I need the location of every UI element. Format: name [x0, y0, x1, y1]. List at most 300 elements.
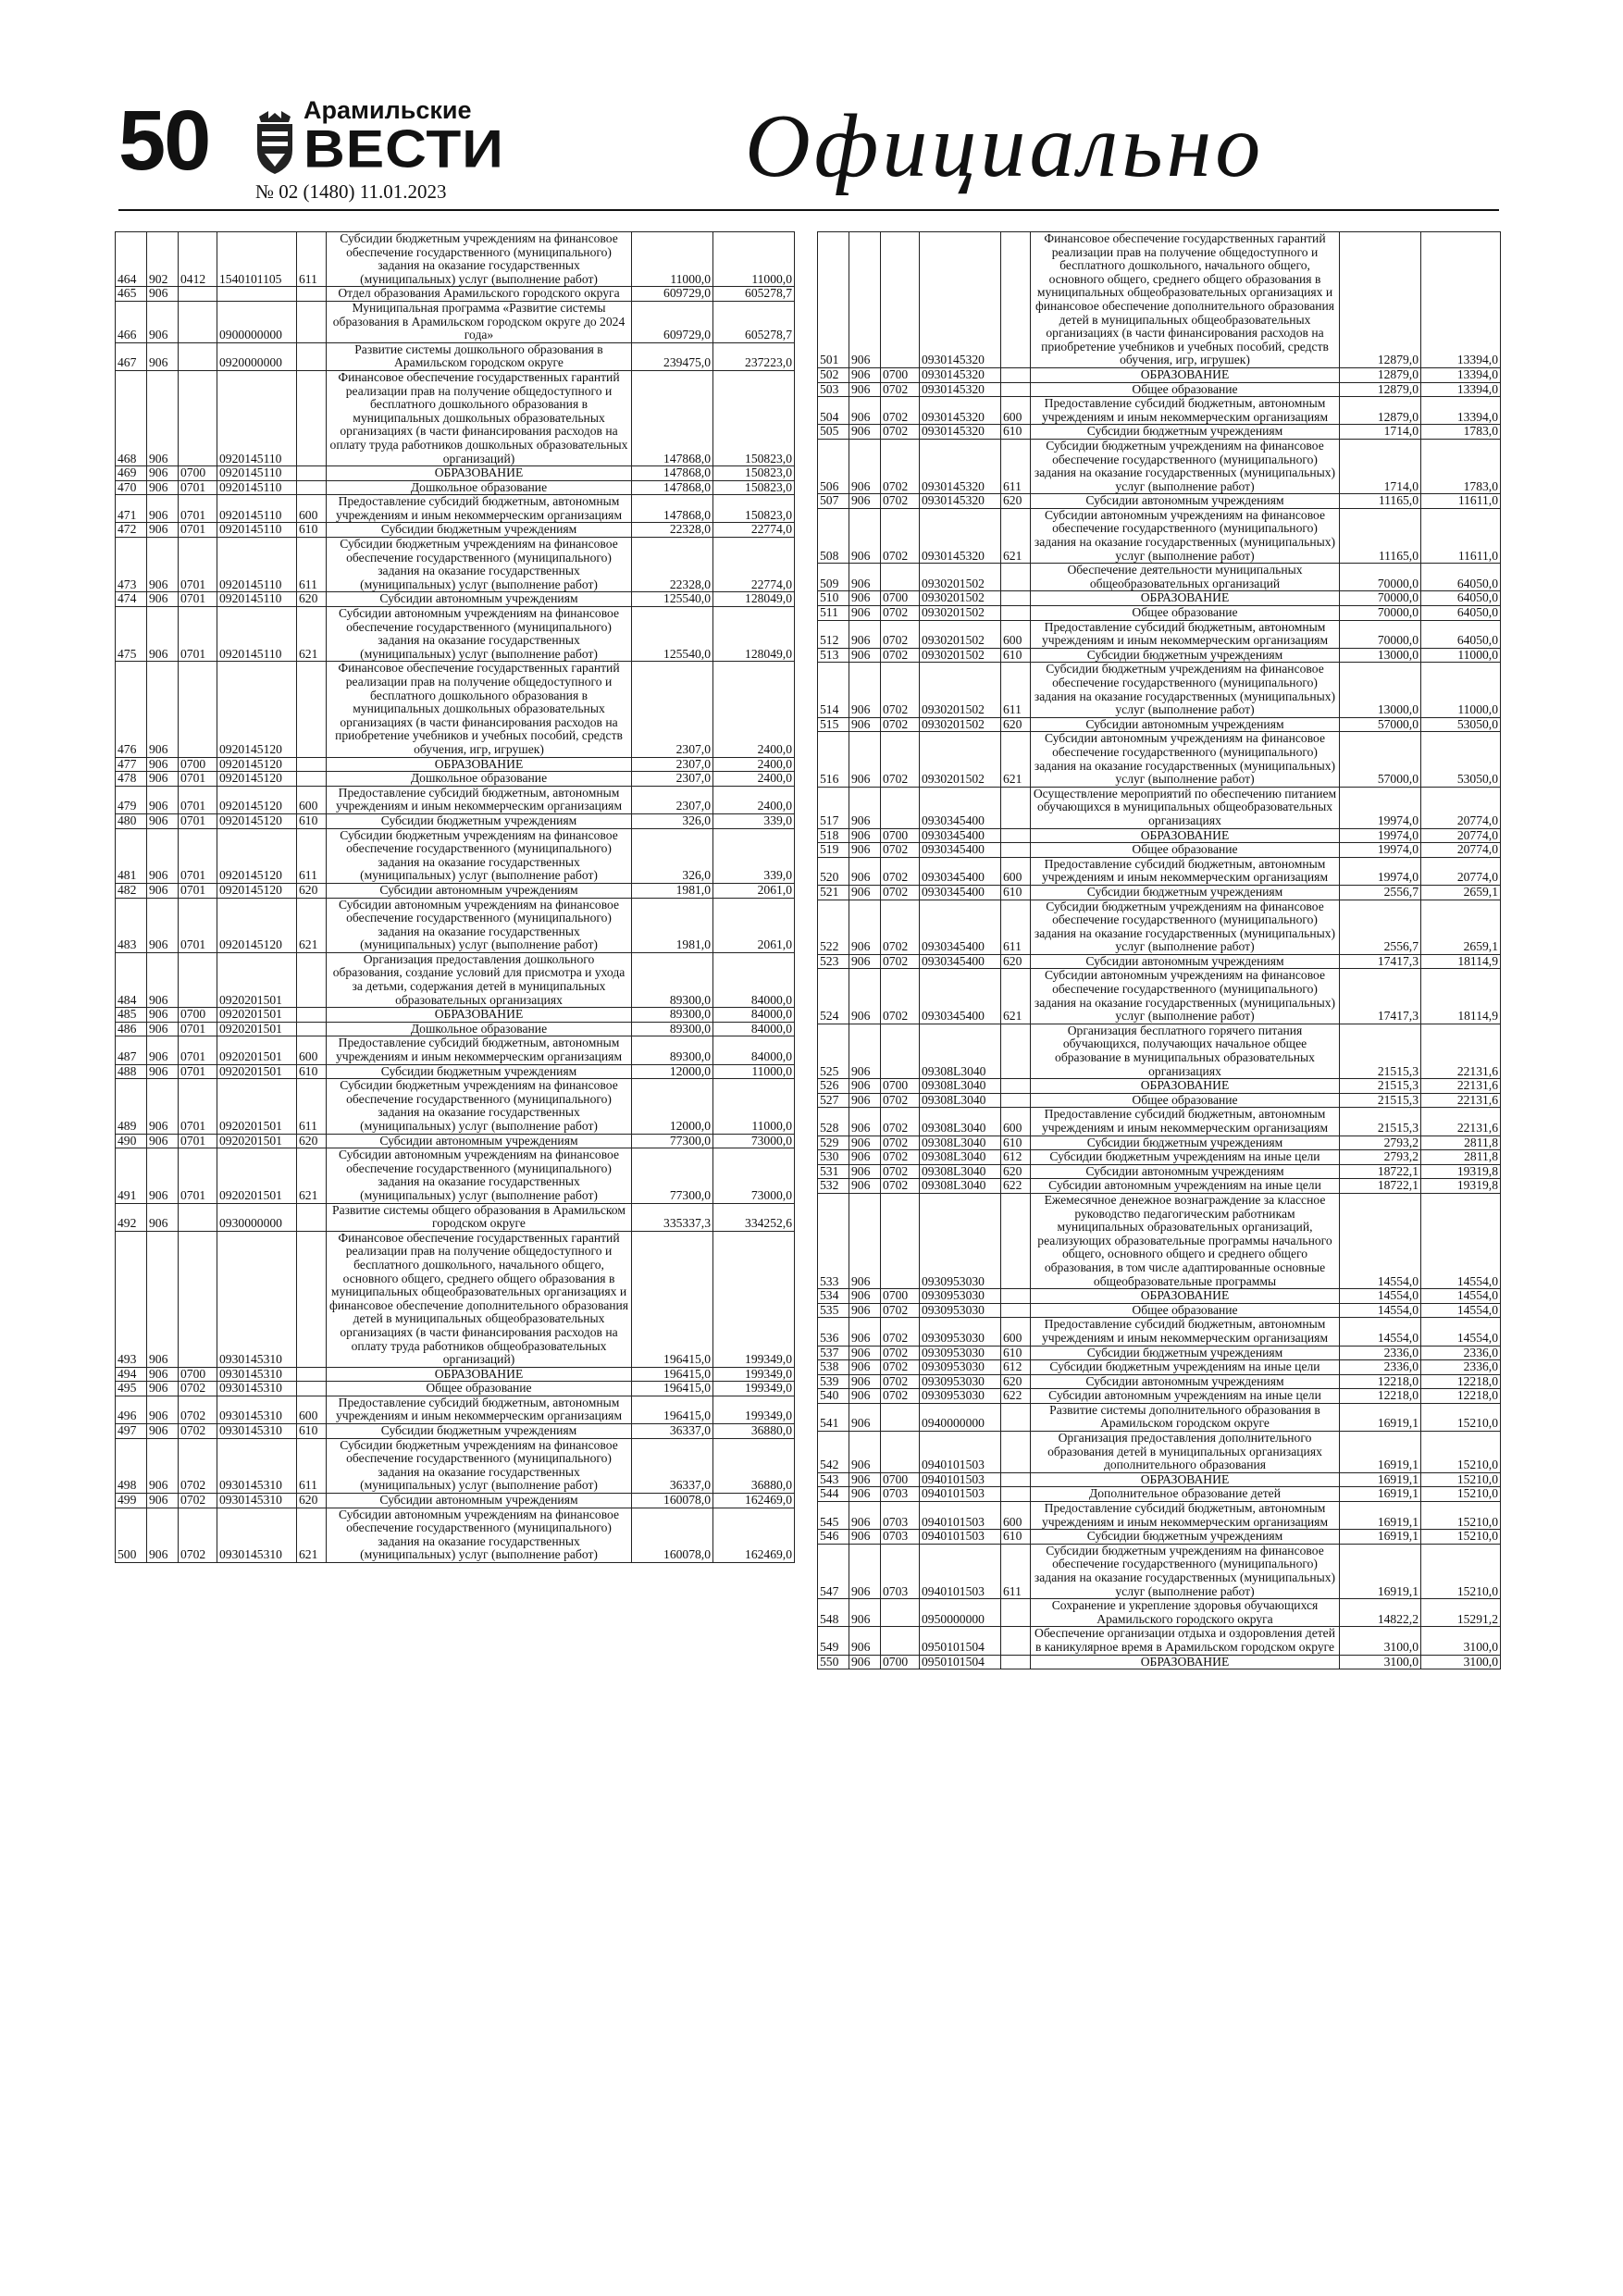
- row-number: 518: [818, 828, 849, 843]
- row-number: 538: [818, 1360, 849, 1375]
- target-article: 0940101503: [920, 1530, 1001, 1545]
- expense-type: 611: [1001, 1544, 1031, 1598]
- amount-2024: 18114,9: [1421, 969, 1501, 1024]
- section-code: 0702: [881, 1164, 920, 1179]
- ministry-code: 906: [147, 1203, 179, 1231]
- section-code: 0701: [179, 592, 217, 607]
- amount-2024: 2811,8: [1421, 1136, 1501, 1150]
- table-row: [818, 1093, 1501, 1108]
- row-number: 482: [116, 883, 147, 898]
- row-number: 546: [818, 1530, 849, 1545]
- ministry-code: 906: [849, 1164, 881, 1179]
- item-name: Предоставление субсидий бюджетным, автономным учреждениям и иным некоммерческим организациям: [1031, 857, 1340, 885]
- row-number: 507: [818, 494, 849, 509]
- expense-type: [1001, 1024, 1031, 1078]
- item-name: Финансовое обеспечение государственных гарантий реализации прав на получение общедоступного и бесплатного дошкольного, начального общего, основного общего, среднего общего образования в муниципальных общеобразовательных организациях и финансовое обеспечение дополнительного образования детей в муниципальных общеобразовательных организациях (в части финансирования расходов на приобретение учебников и учебных пособий, средств обучения, игр, игрушек): [1031, 232, 1340, 368]
- table-row: [116, 1036, 795, 1064]
- row-number: 501: [818, 232, 849, 368]
- amount-2024: 12218,0: [1421, 1374, 1501, 1389]
- section-code: 0702: [881, 397, 920, 425]
- ministry-code: 906: [147, 1022, 179, 1036]
- table-row: [818, 732, 1501, 787]
- expense-type: [297, 466, 327, 481]
- table-row: [818, 1432, 1501, 1473]
- ministry-code: 906: [849, 1487, 881, 1502]
- item-name: Дошкольное образование: [327, 772, 632, 787]
- target-article: 0930145310: [217, 1424, 297, 1439]
- amount-2023: 125540,0: [632, 592, 713, 607]
- row-number: 487: [116, 1036, 147, 1064]
- row-number: 494: [116, 1367, 147, 1382]
- table-row: [818, 591, 1501, 606]
- amount-2023: 2336,0: [1340, 1360, 1421, 1375]
- item-name: Субсидии бюджетным учреждениям на иные цели: [1031, 1150, 1340, 1165]
- row-number: 512: [818, 620, 849, 648]
- ministry-code: 906: [849, 564, 881, 591]
- amount-2023: 57000,0: [1340, 732, 1421, 787]
- section-code: 0703: [881, 1487, 920, 1502]
- amount-2023: 147868,0: [632, 480, 713, 495]
- section-code: 0701: [179, 883, 217, 898]
- target-article: 09308L3040: [920, 1136, 1001, 1150]
- ministry-code: 906: [849, 900, 881, 954]
- expense-type: 610: [1001, 648, 1031, 663]
- row-number: 500: [116, 1508, 147, 1562]
- table-row: [116, 772, 795, 787]
- row-number: 532: [818, 1179, 849, 1194]
- amount-2023: 196415,0: [632, 1367, 713, 1382]
- expense-type: [297, 662, 327, 757]
- expense-type: 621: [1001, 732, 1031, 787]
- amount-2024: 84000,0: [713, 1036, 795, 1064]
- row-number: 505: [818, 425, 849, 440]
- row-number: 528: [818, 1108, 849, 1136]
- table-row: [818, 843, 1501, 858]
- item-name: Субсидии бюджетным учреждениям на финансовое обеспечение государственного (муниципального) задания на оказание государственных (муниципальных) услуг (выполнение работ): [327, 1438, 632, 1493]
- amount-2024: 150823,0: [713, 480, 795, 495]
- section-code: 0702: [881, 1093, 920, 1108]
- row-number: 475: [116, 607, 147, 662]
- table-row: [116, 952, 795, 1007]
- target-article: [217, 287, 297, 302]
- item-name: Общее образование: [1031, 606, 1340, 621]
- section-code: 0700: [881, 591, 920, 606]
- row-number: 485: [116, 1008, 147, 1023]
- table-row: [116, 466, 795, 481]
- item-name: Субсидии автономным учреждениям: [327, 1134, 632, 1148]
- table-row: [116, 1203, 795, 1231]
- item-name: Субсидии бюджетным учреждениям на финансовое обеспечение государственного (муниципального) задания на оказание государственных (муниципальных) услуг (выполнение работ): [1031, 439, 1340, 493]
- section-code: 0702: [881, 648, 920, 663]
- table-row: [818, 1164, 1501, 1179]
- section-code: [179, 287, 217, 302]
- amount-2023: 19974,0: [1340, 843, 1421, 858]
- amount-2023: 326,0: [632, 828, 713, 883]
- row-number: 529: [818, 1136, 849, 1150]
- target-article: 0950000000: [920, 1599, 1001, 1627]
- table-row: [116, 342, 795, 370]
- ministry-code: 906: [849, 1289, 881, 1304]
- amount-2023: 196415,0: [632, 1396, 713, 1423]
- amount-2023: 326,0: [632, 813, 713, 828]
- amount-2024: 20774,0: [1421, 857, 1501, 885]
- item-name: Субсидии автономным учреждениям: [1031, 717, 1340, 732]
- amount-2024: 2400,0: [713, 772, 795, 787]
- table-row: [818, 954, 1501, 969]
- section-code: 0701: [179, 538, 217, 592]
- target-article: 09308L3040: [920, 1093, 1001, 1108]
- item-name: Субсидии автономным учреждениям: [1031, 1374, 1340, 1389]
- expense-type: 621: [297, 898, 327, 952]
- target-article: 0930145310: [217, 1396, 297, 1423]
- amount-2024: 64050,0: [1421, 620, 1501, 648]
- ministry-code: 906: [849, 367, 881, 382]
- amount-2024: 73000,0: [713, 1148, 795, 1203]
- target-article: 0930145320: [920, 382, 1001, 397]
- row-number: 520: [818, 857, 849, 885]
- table-row: [818, 382, 1501, 397]
- target-article: 0920201501: [217, 1036, 297, 1064]
- ministry-code: 906: [849, 1374, 881, 1389]
- target-article: 0930953030: [920, 1289, 1001, 1304]
- ministry-code: 906: [147, 1494, 179, 1508]
- target-article: 09308L3040: [920, 1024, 1001, 1078]
- expense-type: 621: [297, 1148, 327, 1203]
- section-code: 0701: [179, 607, 217, 662]
- table-row: [116, 607, 795, 662]
- item-name: Предоставление субсидий бюджетным, автономным учреждениям и иным некоммерческим организациям: [327, 495, 632, 523]
- ministry-code: 906: [147, 1396, 179, 1423]
- target-article: 0920145120: [217, 662, 297, 757]
- target-article: 0920145120: [217, 883, 297, 898]
- row-number: 483: [116, 898, 147, 952]
- amount-2024: 2811,8: [1421, 1150, 1501, 1165]
- amount-2023: 22328,0: [632, 523, 713, 538]
- expense-type: 620: [297, 883, 327, 898]
- table-row: [116, 786, 795, 813]
- item-name: Развитие системы дошкольного образования в Арамильском городском округе: [327, 342, 632, 370]
- item-name: Субсидии бюджетным учреждениям на финансовое обеспечение государственного (муниципального) задания на оказание государственных (муниципальных) услуг (выполнение работ): [327, 1079, 632, 1134]
- amount-2023: 89300,0: [632, 952, 713, 1007]
- table-row: [818, 1544, 1501, 1598]
- item-name: Дошкольное образование: [327, 480, 632, 495]
- amount-2023: 19974,0: [1340, 857, 1421, 885]
- ministry-code: 906: [147, 495, 179, 523]
- section-code: [881, 1432, 920, 1473]
- item-name: Субсидии автономным учреждениям на финансовое обеспечение государственного (муниципального) задания на оказание государственных (муниципальных) услуг (выполнение работ): [1031, 732, 1340, 787]
- row-number: 510: [818, 591, 849, 606]
- amount-2024: 15210,0: [1421, 1432, 1501, 1473]
- section-code: 0702: [881, 1150, 920, 1165]
- target-article: 0920145110: [217, 607, 297, 662]
- target-article: 0930345400: [920, 885, 1001, 900]
- table-row: [116, 757, 795, 772]
- item-name: ОБРАЗОВАНИЕ: [1031, 367, 1340, 382]
- target-article: 0920201501: [217, 1022, 297, 1036]
- target-article: 0940000000: [920, 1403, 1001, 1431]
- item-name: Предоставление субсидий бюджетным, автономным учреждениям и иным некоммерческим организациям: [327, 786, 632, 813]
- section-code: 0702: [881, 620, 920, 648]
- row-number: 543: [818, 1472, 849, 1487]
- section-code: [179, 952, 217, 1007]
- section-code: 0702: [881, 1346, 920, 1360]
- section-code: 0702: [881, 1360, 920, 1375]
- table-row: [116, 495, 795, 523]
- section-code: 0703: [881, 1544, 920, 1598]
- section-code: 0701: [179, 786, 217, 813]
- section-code: 0700: [179, 757, 217, 772]
- ministry-code: 906: [849, 717, 881, 732]
- row-number: 469: [116, 466, 147, 481]
- amount-2024: 11000,0: [1421, 663, 1501, 717]
- target-article: 0930345400: [920, 857, 1001, 885]
- page-number: 50: [118, 93, 210, 188]
- ministry-code: 906: [849, 1024, 881, 1078]
- amount-2024: 2400,0: [713, 757, 795, 772]
- table-row: [116, 1148, 795, 1203]
- section-code: 0701: [179, 495, 217, 523]
- table-row: [116, 1494, 795, 1508]
- item-name: Субсидии бюджетным учреждениям: [1031, 1346, 1340, 1360]
- amount-2024: 20774,0: [1421, 843, 1501, 858]
- amount-2023: 14554,0: [1340, 1289, 1421, 1304]
- section-code: 0701: [179, 1148, 217, 1203]
- amount-2023: 17417,3: [1340, 954, 1421, 969]
- amount-2023: 21515,3: [1340, 1024, 1421, 1078]
- table-row: [818, 367, 1501, 382]
- item-name: Субсидии бюджетным учреждениям: [1031, 1530, 1340, 1545]
- amount-2023: 12000,0: [632, 1064, 713, 1079]
- table-row: [116, 1396, 795, 1423]
- section-code: 0702: [881, 1374, 920, 1389]
- item-name: ОБРАЗОВАНИЕ: [1031, 1655, 1340, 1669]
- section-code: 0700: [881, 1289, 920, 1304]
- amount-2024: 150823,0: [713, 466, 795, 481]
- amount-2024: 84000,0: [713, 1008, 795, 1023]
- ministry-code: 906: [147, 1008, 179, 1023]
- amount-2023: 2336,0: [1340, 1346, 1421, 1360]
- amount-2024: 2336,0: [1421, 1346, 1501, 1360]
- amount-2023: 57000,0: [1340, 717, 1421, 732]
- target-article: 0930953030: [920, 1360, 1001, 1375]
- row-number: 492: [116, 1203, 147, 1231]
- amount-2023: 14554,0: [1340, 1318, 1421, 1346]
- ministry-code: 906: [849, 1472, 881, 1487]
- expense-type: [297, 952, 327, 1007]
- ministry-code: 906: [147, 1382, 179, 1396]
- section-title: Официально: [745, 96, 1265, 196]
- section-code: [179, 370, 217, 465]
- amount-2023: 2556,7: [1340, 885, 1421, 900]
- amount-2023: 2793,2: [1340, 1150, 1421, 1165]
- target-article: 0930145310: [217, 1367, 297, 1382]
- target-article: 09308L3040: [920, 1164, 1001, 1179]
- item-name: Субсидии автономным учреждениям: [327, 592, 632, 607]
- expense-type: 620: [1001, 494, 1031, 509]
- section-code: 0702: [881, 425, 920, 440]
- section-code: 0702: [881, 1108, 920, 1136]
- amount-2023: 21515,3: [1340, 1108, 1421, 1136]
- target-article: 0930145320: [920, 494, 1001, 509]
- expense-type: [297, 480, 327, 495]
- table-row: [116, 592, 795, 607]
- expense-type: [297, 1231, 327, 1367]
- table-row: [818, 1472, 1501, 1487]
- ministry-code: 906: [147, 592, 179, 607]
- section-code: 0700: [881, 1655, 920, 1669]
- section-code: 0702: [179, 1424, 217, 1439]
- expense-type: [297, 1367, 327, 1382]
- row-number: 530: [818, 1150, 849, 1165]
- expense-type: 612: [1001, 1360, 1031, 1375]
- expense-type: 611: [1001, 663, 1031, 717]
- target-article: 0930345400: [920, 828, 1001, 843]
- amount-2024: 334252,6: [713, 1203, 795, 1231]
- ministry-code: 906: [849, 439, 881, 493]
- amount-2024: 22131,6: [1421, 1079, 1501, 1094]
- table-row: [818, 857, 1501, 885]
- expense-type: 600: [297, 495, 327, 523]
- amount-2023: 16919,1: [1340, 1403, 1421, 1431]
- table-row: [116, 1008, 795, 1023]
- ministry-code: 906: [849, 1179, 881, 1194]
- ministry-code: 906: [147, 1231, 179, 1367]
- logo-subtitle: Арамильские: [304, 96, 472, 124]
- table-row: [818, 494, 1501, 509]
- amount-2024: 84000,0: [713, 1022, 795, 1036]
- table-row: [818, 787, 1501, 828]
- amount-2024: 53050,0: [1421, 717, 1501, 732]
- row-number: 476: [116, 662, 147, 757]
- ministry-code: 906: [147, 342, 179, 370]
- amount-2023: 196415,0: [632, 1382, 713, 1396]
- ministry-code: 906: [849, 591, 881, 606]
- table-row: [818, 508, 1501, 563]
- item-name: Предоставление субсидий бюджетным, автономным учреждениям и иным некоммерческим организациям: [1031, 620, 1340, 648]
- table-row: [116, 1508, 795, 1562]
- item-name: Субсидии автономным учреждениям: [1031, 494, 1340, 509]
- expense-type: [297, 757, 327, 772]
- amount-2023: 17417,3: [1340, 969, 1421, 1024]
- table-row: [818, 232, 1501, 368]
- expense-type: [297, 1203, 327, 1231]
- row-number: 545: [818, 1502, 849, 1530]
- ministry-code: 906: [849, 1530, 881, 1545]
- row-number: 509: [818, 564, 849, 591]
- table-row: [818, 1655, 1501, 1669]
- amount-2024: 11000,0: [713, 1064, 795, 1079]
- target-article: 0930145310: [217, 1382, 297, 1396]
- item-name: Субсидии автономным учреждениям на финансовое обеспечение государственного (муниципального) задания на оказание государственных (муниципальных) услуг (выполнение работ): [327, 1508, 632, 1562]
- expense-type: 610: [297, 1064, 327, 1079]
- expense-type: 611: [1001, 900, 1031, 954]
- item-name: Финансовое обеспечение государственных гарантий реализации прав на получение общедоступного и бесплатного дошкольного, начального общего, основного общего, среднего общего образования в муниципальных общеобразовательных организациях и финансовое обеспечение дополнительного образования детей в муниципальных общеобразовательных организациях (в части финансирования расходов на оплату труда работников общеобразовательных организаций): [327, 1231, 632, 1367]
- row-number: 474: [116, 592, 147, 607]
- amount-2024: 2061,0: [713, 883, 795, 898]
- table-row: [818, 1150, 1501, 1165]
- ministry-code: 906: [147, 287, 179, 302]
- ministry-code: 906: [147, 828, 179, 883]
- item-name: ОБРАЗОВАНИЕ: [327, 1008, 632, 1023]
- item-name: Субсидии бюджетным учреждениям на иные цели: [1031, 1360, 1340, 1375]
- row-number: 523: [818, 954, 849, 969]
- table-row: [818, 648, 1501, 663]
- expense-type: [297, 1008, 327, 1023]
- ministry-code: 906: [849, 1599, 881, 1627]
- section-code: 0702: [881, 606, 920, 621]
- section-code: [179, 1203, 217, 1231]
- target-article: 0930201502: [920, 564, 1001, 591]
- amount-2024: 64050,0: [1421, 606, 1501, 621]
- row-number: 514: [818, 663, 849, 717]
- amount-2024: 3100,0: [1421, 1627, 1501, 1655]
- ministry-code: 906: [849, 1193, 881, 1288]
- expense-type: 622: [1001, 1389, 1031, 1404]
- item-name: Субсидии бюджетным учреждениям на финансовое обеспечение государственного (муниципального) задания на оказание государственных (муниципальных) услуг (выполнение работ): [1031, 663, 1340, 717]
- amount-2024: 15210,0: [1421, 1472, 1501, 1487]
- target-article: 0940101503: [920, 1544, 1001, 1598]
- item-name: ОБРАЗОВАНИЕ: [327, 466, 632, 481]
- table-row: [116, 883, 795, 898]
- amount-2024: 199349,0: [713, 1396, 795, 1423]
- item-name: Дошкольное образование: [327, 1022, 632, 1036]
- section-code: 0702: [179, 1494, 217, 1508]
- amount-2024: 22131,6: [1421, 1093, 1501, 1108]
- target-article: 0930145320: [920, 508, 1001, 563]
- amount-2023: 239475,0: [632, 342, 713, 370]
- target-article: 0930953030: [920, 1303, 1001, 1318]
- ministry-code: 906: [147, 466, 179, 481]
- amount-2023: 11000,0: [632, 232, 713, 287]
- target-article: 0930953030: [920, 1318, 1001, 1346]
- table-row: [818, 1360, 1501, 1375]
- item-name: ОБРАЗОВАНИЕ: [327, 757, 632, 772]
- amount-2024: 73000,0: [713, 1134, 795, 1148]
- section-code: 0700: [881, 828, 920, 843]
- row-number: 544: [818, 1487, 849, 1502]
- coat-of-arms-icon: [254, 109, 296, 176]
- table-row: [818, 1289, 1501, 1304]
- table-row: [818, 1627, 1501, 1655]
- target-article: 0930953030: [920, 1346, 1001, 1360]
- table-row: [116, 301, 795, 342]
- ministry-code: 906: [849, 1150, 881, 1165]
- row-number: 513: [818, 648, 849, 663]
- amount-2024: 339,0: [713, 813, 795, 828]
- item-name: ОБРАЗОВАНИЕ: [1031, 591, 1340, 606]
- amount-2024: 2659,1: [1421, 885, 1501, 900]
- amount-2023: 12879,0: [1340, 232, 1421, 368]
- table-row: [818, 397, 1501, 425]
- ministry-code: 906: [849, 1655, 881, 1669]
- expense-type: 610: [1001, 885, 1031, 900]
- item-name: Субсидии бюджетным учреждениям: [327, 523, 632, 538]
- row-number: 541: [818, 1403, 849, 1431]
- item-name: Субсидии автономным учреждениям на финансовое обеспечение государственного (муниципального) задания на оказание государственных (муниципальных) услуг (выполнение работ): [327, 1148, 632, 1203]
- ministry-code: 906: [849, 954, 881, 969]
- expense-type: 620: [1001, 1164, 1031, 1179]
- ministry-code: 906: [147, 480, 179, 495]
- row-number: 499: [116, 1494, 147, 1508]
- target-article: 0930201502: [920, 717, 1001, 732]
- expense-type: [297, 287, 327, 302]
- table-row: [116, 1079, 795, 1134]
- table-row: [818, 1530, 1501, 1545]
- target-article: 0950101504: [920, 1627, 1001, 1655]
- ministry-code: 902: [147, 232, 179, 287]
- amount-2024: 14554,0: [1421, 1318, 1501, 1346]
- amount-2023: 89300,0: [632, 1036, 713, 1064]
